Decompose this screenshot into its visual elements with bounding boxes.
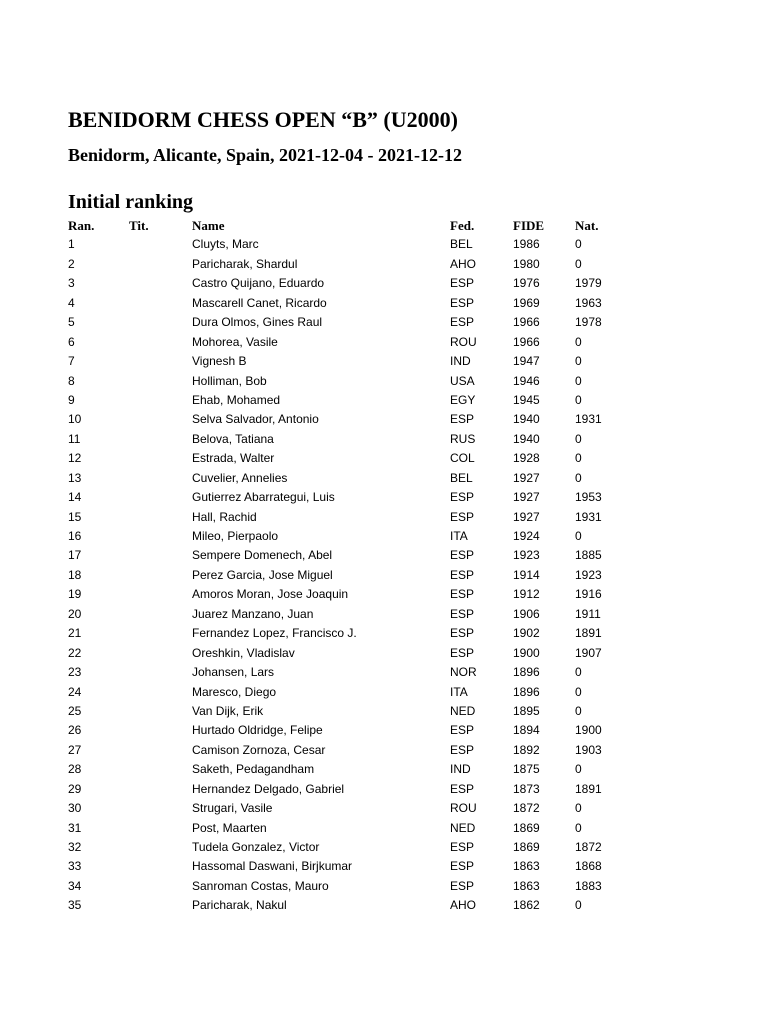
- cell-name: Cluyts, Marc: [192, 237, 259, 252]
- cell-fed: ESP: [450, 412, 475, 427]
- cell-fed: ESP: [450, 276, 475, 291]
- cell-fed: ESP: [450, 509, 475, 524]
- cell-fide: 1928: [513, 451, 540, 466]
- cell-name: Mohorea, Vasile: [192, 334, 278, 349]
- cell-ran: 3: [68, 276, 75, 291]
- document-subtitle: Benidorm, Alicante, Spain, 2021-12-04 - 2021-12-12: [68, 145, 462, 165]
- cell-ran: 9: [68, 392, 75, 407]
- cell-fide: 1906: [513, 606, 540, 621]
- cell-nat: 0: [575, 898, 582, 913]
- cell-fed: ROU: [450, 801, 477, 816]
- table-row: [68, 313, 708, 332]
- cell-fed: NED: [450, 703, 476, 718]
- cell-ran: 30: [68, 801, 82, 816]
- header-fed: Fed.: [450, 218, 475, 233]
- cell-fed: ROU: [450, 334, 477, 349]
- ranking-table: [68, 216, 708, 916]
- document-title: BENIDORM CHESS OPEN “B” (U2000): [68, 107, 458, 132]
- table-row: [68, 430, 708, 449]
- cell-nat: 0: [575, 392, 582, 407]
- cell-fed: ESP: [450, 626, 475, 641]
- cell-name: Johansen, Lars: [192, 665, 275, 680]
- cell-fed: ESP: [450, 567, 475, 582]
- cell-ran: 27: [68, 742, 82, 757]
- table-row: [68, 605, 708, 624]
- cell-ran: 4: [68, 295, 75, 310]
- cell-fide: 1895: [513, 703, 540, 718]
- table-row: [68, 585, 708, 604]
- cell-fide: 1869: [513, 840, 540, 854]
- cell-fed: IND: [450, 762, 471, 777]
- cell-name: Hernandez Delgado, Gabriel: [192, 781, 345, 796]
- cell-fide: 1927: [513, 509, 540, 524]
- table-row: [68, 741, 708, 760]
- cell-fide: 1863: [513, 859, 540, 874]
- cell-fed: BEL: [450, 237, 473, 252]
- cell-fide: 1976: [513, 276, 540, 291]
- cell-name: Castro Quijano, Eduardo: [192, 276, 325, 291]
- cell-fide: 1927: [513, 490, 540, 505]
- cell-fed: ESP: [450, 587, 475, 602]
- cell-nat: 0: [575, 470, 582, 485]
- cell-fed: ESP: [450, 859, 475, 874]
- cell-ran: 17: [68, 548, 82, 563]
- cell-fed: NOR: [450, 665, 477, 680]
- table-header-row: [68, 216, 708, 235]
- cell-nat: 1885: [575, 548, 602, 563]
- cell-fide: 1947: [513, 354, 540, 369]
- cell-fide: 1980: [513, 256, 540, 271]
- cell-nat: 0: [575, 431, 582, 446]
- cell-nat: 1907: [575, 645, 602, 660]
- cell-name: Post, Maarten: [192, 820, 267, 835]
- cell-name: Perez Garcia, Jose Miguel: [192, 567, 333, 582]
- cell-fed: ESP: [450, 645, 475, 660]
- cell-ran: 31: [68, 820, 82, 835]
- table-row: [68, 449, 708, 468]
- cell-nat: 0: [575, 256, 582, 271]
- cell-ran: 6: [68, 334, 75, 349]
- cell-fide: 1969: [513, 295, 540, 310]
- table-row: [68, 799, 708, 818]
- table-row: [68, 333, 708, 352]
- cell-ran: 12: [68, 451, 82, 466]
- cell-name: Dura Olmos, Gines Raul: [192, 315, 323, 330]
- header-fide: FIDE: [513, 218, 545, 233]
- cell-fed: ESP: [450, 878, 475, 893]
- cell-ran: 26: [68, 723, 82, 738]
- cell-nat: 0: [575, 373, 582, 388]
- table-row: [68, 566, 708, 585]
- cell-fed: ESP: [450, 606, 475, 621]
- cell-fide: 1940: [513, 431, 540, 446]
- cell-fed: ESP: [450, 840, 475, 854]
- table-row: [68, 274, 708, 293]
- table-row: [68, 702, 708, 721]
- cell-name: Sempere Domenech, Abel: [192, 548, 333, 563]
- cell-nat: 0: [575, 684, 582, 699]
- cell-fed: AHO: [450, 898, 477, 913]
- cell-fed: NED: [450, 820, 476, 835]
- cell-name: Selva Salvador, Antonio: [192, 412, 319, 427]
- cell-ran: 22: [68, 645, 82, 660]
- cell-nat: 1903: [575, 742, 602, 757]
- cell-nat: 1911: [575, 606, 601, 621]
- cell-fed: IND: [450, 354, 471, 369]
- cell-name: Vignesh B: [192, 354, 247, 369]
- cell-fed: COL: [450, 451, 475, 466]
- cell-nat: 0: [575, 762, 582, 777]
- cell-fide: 1902: [513, 626, 540, 641]
- table-row: [68, 469, 708, 488]
- cell-ran: 10: [68, 412, 82, 427]
- cell-name: Mascarell Canet, Ricardo: [192, 295, 327, 310]
- cell-name: Mileo, Pierpaolo: [192, 529, 279, 543]
- cell-nat: 1931: [575, 509, 602, 524]
- cell-fide: 1896: [513, 665, 540, 680]
- cell-name: Saketh, Pedagandham: [192, 762, 315, 777]
- cell-name: Oreshkin, Vladislav: [192, 645, 295, 660]
- cell-ran: 14: [68, 490, 82, 505]
- cell-nat: 0: [575, 354, 582, 369]
- cell-nat: 1979: [575, 276, 602, 291]
- cell-ran: 35: [68, 898, 82, 913]
- cell-ran: 7: [68, 354, 75, 369]
- cell-ran: 28: [68, 762, 82, 777]
- cell-name: Tudela Gonzalez, Victor: [192, 840, 320, 854]
- cell-nat: 1978: [575, 315, 602, 330]
- table-row: [68, 663, 708, 682]
- cell-name: Hassomal Daswani, Birjkumar: [192, 859, 353, 874]
- cell-fide: 1946: [513, 373, 540, 388]
- section-title: Initial ranking: [68, 191, 194, 213]
- table-row: [68, 760, 708, 779]
- cell-name: Paricharak, Nakul: [192, 898, 287, 913]
- table-row: [68, 644, 708, 663]
- table-row: [68, 235, 708, 254]
- cell-name: Cuvelier, Annelies: [192, 470, 288, 485]
- cell-nat: 1883: [575, 878, 602, 893]
- cell-fide: 1914: [513, 567, 540, 582]
- table-row: [68, 896, 708, 915]
- cell-ran: 33: [68, 859, 82, 874]
- cell-fide: 1940: [513, 412, 540, 427]
- cell-fide: 1966: [513, 315, 540, 330]
- cell-fed: EGY: [450, 392, 476, 407]
- cell-nat: 1923: [575, 567, 602, 582]
- cell-ran: 20: [68, 606, 82, 621]
- cell-fide: 1986: [513, 237, 540, 252]
- cell-fide: 1894: [513, 723, 540, 738]
- table-row: [68, 819, 708, 838]
- cell-name: Camison Zornoza, Cesar: [192, 742, 326, 757]
- cell-fed: ESP: [450, 723, 475, 738]
- cell-ran: 15: [68, 509, 82, 524]
- cell-nat: 1953: [575, 490, 602, 505]
- cell-ran: 25: [68, 703, 82, 718]
- cell-ran: 24: [68, 684, 82, 699]
- cell-fide: 1927: [513, 470, 540, 485]
- cell-fed: ESP: [450, 742, 475, 757]
- cell-fide: 1912: [513, 587, 540, 602]
- cell-fed: USA: [450, 373, 475, 388]
- cell-ran: 1: [68, 237, 75, 252]
- table-row: [68, 410, 708, 429]
- header-nat: Nat.: [575, 218, 599, 233]
- table-row: [68, 352, 708, 371]
- cell-name: Sanroman Costas, Mauro: [192, 878, 329, 893]
- cell-name: Paricharak, Shardul: [192, 256, 298, 271]
- cell-nat: 1916: [575, 587, 602, 602]
- cell-name: Estrada, Walter: [192, 451, 275, 466]
- header-name: Name: [192, 218, 225, 233]
- cell-fed: ITA: [450, 684, 468, 699]
- cell-ran: 32: [68, 840, 82, 854]
- cell-name: Belova, Tatiana: [192, 431, 274, 446]
- table-row: [68, 508, 708, 527]
- cell-ran: 8: [68, 373, 75, 388]
- table-row: [68, 780, 708, 799]
- cell-fide: 1966: [513, 334, 540, 349]
- cell-fed: ESP: [450, 315, 475, 330]
- cell-nat: 0: [575, 801, 582, 816]
- cell-fide: 1862: [513, 898, 540, 913]
- cell-ran: 16: [68, 529, 82, 543]
- table-row: [68, 857, 708, 876]
- cell-ran: 11: [68, 431, 81, 446]
- cell-fide: 1875: [513, 762, 540, 777]
- table-row: [68, 546, 708, 565]
- cell-nat: 1891: [575, 781, 602, 796]
- cell-ran: 19: [68, 587, 82, 602]
- table-row: [68, 838, 708, 857]
- cell-nat: 1931: [575, 412, 602, 427]
- header-ran: Ran.: [68, 218, 95, 233]
- cell-nat: 0: [575, 529, 582, 543]
- cell-name: Fernandez Lopez, Francisco J.: [192, 626, 357, 641]
- cell-ran: 18: [68, 567, 82, 582]
- cell-ran: 34: [68, 878, 82, 893]
- cell-fide: 1873: [513, 781, 540, 796]
- cell-nat: 1900: [575, 723, 602, 738]
- cell-nat: 0: [575, 451, 582, 466]
- cell-name: Amoros Moran, Jose Joaquin: [192, 587, 349, 602]
- table-row: [68, 721, 708, 740]
- cell-ran: 5: [68, 315, 75, 330]
- cell-ran: 23: [68, 665, 82, 680]
- cell-nat: 0: [575, 665, 582, 680]
- cell-fed: BEL: [450, 470, 473, 485]
- cell-fed: ESP: [450, 490, 475, 505]
- cell-nat: 0: [575, 334, 582, 349]
- table-row: [68, 488, 708, 507]
- cell-fide: 1923: [513, 548, 540, 563]
- cell-nat: 0: [575, 237, 582, 252]
- table-row: [68, 294, 708, 313]
- cell-nat: 1963: [575, 295, 602, 310]
- cell-nat: 1872: [575, 840, 602, 854]
- cell-name: Strugari, Vasile: [192, 801, 273, 816]
- cell-ran: 13: [68, 470, 82, 485]
- cell-nat: 1868: [575, 859, 602, 874]
- cell-fed: ESP: [450, 781, 475, 796]
- cell-name: Hurtado Oldridge, Felipe: [192, 723, 323, 738]
- table-row: [68, 372, 708, 391]
- cell-fed: RUS: [450, 431, 476, 446]
- cell-fide: 1869: [513, 820, 540, 835]
- cell-fide: 1872: [513, 801, 540, 816]
- cell-name: Maresco, Diego: [192, 684, 277, 699]
- cell-nat: 0: [575, 703, 582, 718]
- cell-name: Hall, Rachid: [192, 509, 257, 524]
- table-row: [68, 624, 708, 643]
- table-row: [68, 255, 708, 274]
- cell-fed: ESP: [450, 548, 475, 563]
- table-row: [68, 683, 708, 702]
- cell-name: Ehab, Mohamed: [192, 392, 281, 407]
- cell-fide: 1896: [513, 684, 540, 699]
- header-tit: Tit.: [129, 218, 149, 233]
- cell-nat: 1891: [575, 626, 602, 641]
- cell-fide: 1924: [513, 529, 540, 543]
- table-row: [68, 877, 708, 896]
- cell-fed: ESP: [450, 295, 475, 310]
- cell-fide: 1892: [513, 742, 540, 757]
- cell-ran: 29: [68, 781, 82, 796]
- cell-name: Gutierrez Abarrategui, Luis: [192, 490, 335, 505]
- cell-ran: 2: [68, 256, 75, 271]
- cell-fide: 1945: [513, 392, 540, 407]
- table-row: [68, 527, 708, 546]
- cell-ran: 21: [68, 626, 82, 641]
- cell-name: Juarez Manzano, Juan: [192, 606, 314, 621]
- table-row: [68, 391, 708, 410]
- cell-fide: 1900: [513, 645, 540, 660]
- cell-name: Van Dijk, Erik: [192, 703, 264, 718]
- cell-name: Holliman, Bob: [192, 373, 267, 388]
- cell-nat: 0: [575, 820, 582, 835]
- cell-fed: ITA: [450, 529, 468, 543]
- cell-fed: AHO: [450, 256, 477, 271]
- cell-fide: 1863: [513, 878, 540, 893]
